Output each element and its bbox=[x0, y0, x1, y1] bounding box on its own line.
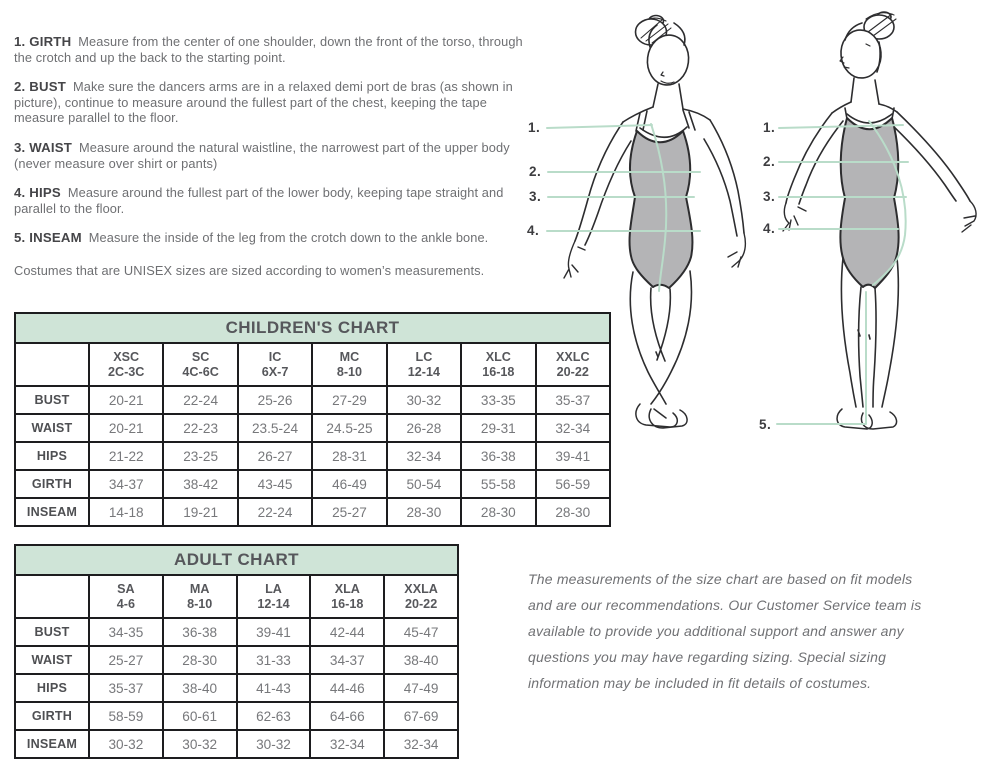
table-cell: 47-49 bbox=[384, 674, 458, 702]
size-column-header: SA 4-6 bbox=[89, 575, 163, 618]
table-cell: 26-27 bbox=[238, 442, 312, 470]
table-cell: 55-58 bbox=[461, 470, 535, 498]
size-column-header: XXLA 20-22 bbox=[384, 575, 458, 618]
table-cell: 28-30 bbox=[163, 646, 237, 674]
corner-cell bbox=[15, 343, 89, 386]
table-cell: 35-37 bbox=[536, 386, 610, 414]
size-column-header: XXLC 20-22 bbox=[536, 343, 610, 386]
instruction-inseam-text: Measure the inside of the leg from the crotch down to the ankle bone. bbox=[88, 230, 489, 246]
table-cell: 24.5-25 bbox=[312, 414, 386, 442]
size-column-header: IC 6X-7 bbox=[238, 343, 312, 386]
table-cell: 39-41 bbox=[237, 618, 311, 646]
table-cell: 14-18 bbox=[89, 498, 163, 526]
table-cell: 30-32 bbox=[89, 730, 163, 758]
table-cell: 22-24 bbox=[163, 386, 237, 414]
table-cell: 38-42 bbox=[163, 470, 237, 498]
front-label-4: 4. bbox=[527, 223, 540, 238]
size-column-header: SC 4C-6C bbox=[163, 343, 237, 386]
table-cell: 34-35 bbox=[89, 618, 163, 646]
unisex-note: Costumes that are UNISEX sizes are sized according to women’s measurements. bbox=[14, 262, 485, 278]
table-cell: 43-45 bbox=[238, 470, 312, 498]
table-cell: 46-49 bbox=[312, 470, 386, 498]
instruction-waist-text: Measure around the natural waistline, the narrowest part of the upper body (never measure over shirt or pants) bbox=[14, 139, 510, 171]
table-cell: 28-30 bbox=[387, 498, 461, 526]
table-cell: 50-54 bbox=[387, 470, 461, 498]
table-cell: 38-40 bbox=[163, 674, 237, 702]
table-cell: 28-30 bbox=[461, 498, 535, 526]
table-row bbox=[15, 470, 610, 498]
table-cell: 60-61 bbox=[163, 702, 237, 730]
table-row bbox=[15, 618, 458, 646]
table-cell: 28-30 bbox=[536, 498, 610, 526]
back-inseam-line bbox=[777, 292, 866, 424]
table-cell: 34-37 bbox=[310, 646, 384, 674]
table-cell: 36-38 bbox=[461, 442, 535, 470]
back-label-1: 1. bbox=[763, 120, 776, 135]
instruction-girth-label: 1. GIRTH bbox=[14, 34, 72, 49]
table-row bbox=[15, 442, 610, 470]
adult-chart bbox=[14, 544, 459, 759]
back-label-3: 3. bbox=[763, 189, 776, 204]
table-cell: 67-69 bbox=[384, 702, 458, 730]
back-label-4: 4. bbox=[763, 221, 776, 236]
row-label: GIRTH bbox=[15, 702, 89, 730]
back-dancer-illustration bbox=[783, 12, 976, 429]
table-row bbox=[15, 498, 610, 526]
corner-cell bbox=[15, 575, 89, 618]
instruction-waist-label: 3. WAIST bbox=[14, 139, 73, 155]
table-cell: 45-47 bbox=[384, 618, 458, 646]
table-cell: 56-59 bbox=[536, 470, 610, 498]
table-cell: 44-46 bbox=[310, 674, 384, 702]
row-label: INSEAM bbox=[15, 730, 89, 758]
size-column-header: LC 12-14 bbox=[387, 343, 461, 386]
table-cell: 58-59 bbox=[89, 702, 163, 730]
table-cell: 38-40 bbox=[384, 646, 458, 674]
table-cell: 30-32 bbox=[163, 730, 237, 758]
back-label-5: 5. bbox=[759, 417, 772, 432]
table-cell: 29-31 bbox=[461, 414, 535, 442]
table-cell: 20-21 bbox=[89, 386, 163, 414]
table-cell: 35-37 bbox=[89, 674, 163, 702]
size-column-header: XLC 16-18 bbox=[461, 343, 535, 386]
table-cell: 25-26 bbox=[238, 386, 312, 414]
table-cell: 39-41 bbox=[536, 442, 610, 470]
back-label-2: 2. bbox=[763, 154, 776, 169]
table-row bbox=[15, 674, 458, 702]
instruction-inseam-label: 5. INSEAM bbox=[14, 230, 82, 246]
table-row bbox=[15, 730, 458, 758]
sizing-footnote: The measurements of the size chart are based on fit models and are our recommendations. Our Customer Service team is available to provide you additional support and answer any questions you may have regarding sizing. Special sizing information may be included in fit details of costumes. bbox=[528, 571, 922, 691]
row-label: BUST bbox=[15, 386, 89, 414]
row-label: GIRTH bbox=[15, 470, 89, 498]
table-cell: 19-21 bbox=[163, 498, 237, 526]
table-cell: 33-35 bbox=[461, 386, 535, 414]
table-row bbox=[15, 414, 610, 442]
size-column-header: LA 12-14 bbox=[237, 575, 311, 618]
instruction-girth-text: Measure from the center of one shoulder, down the front of the torso, through the crotch and up the back to the starting point. bbox=[14, 34, 523, 65]
size-column-header: MC 8-10 bbox=[312, 343, 386, 386]
table-cell: 21-22 bbox=[89, 442, 163, 470]
table-row bbox=[15, 702, 458, 730]
childrens-chart bbox=[14, 312, 611, 527]
front-label-2: 2. bbox=[529, 164, 542, 179]
size-column-header: XLA 16-18 bbox=[310, 575, 384, 618]
instruction-hips-label: 4. HIPS bbox=[14, 185, 61, 201]
front-label-3: 3. bbox=[529, 189, 542, 204]
row-label: INSEAM bbox=[15, 498, 89, 526]
row-label: WAIST bbox=[15, 646, 89, 674]
table-cell: 27-29 bbox=[312, 386, 386, 414]
table-cell: 64-66 bbox=[310, 702, 384, 730]
table-cell: 41-43 bbox=[237, 674, 311, 702]
row-label: BUST bbox=[15, 618, 89, 646]
table-cell: 30-32 bbox=[237, 730, 311, 758]
instruction-bust-label: 2. BUST bbox=[14, 79, 66, 95]
table-cell: 32-34 bbox=[384, 730, 458, 758]
table-cell: 30-32 bbox=[387, 386, 461, 414]
table-cell: 28-31 bbox=[312, 442, 386, 470]
childrens-chart-table bbox=[14, 312, 611, 527]
table-cell: 32-34 bbox=[536, 414, 610, 442]
row-label: HIPS bbox=[15, 674, 89, 702]
table-cell: 32-34 bbox=[310, 730, 384, 758]
chart-title: CHILDREN'S CHART bbox=[15, 313, 610, 343]
row-label: HIPS bbox=[15, 442, 89, 470]
table-cell: 62-63 bbox=[237, 702, 311, 730]
row-label: WAIST bbox=[15, 414, 89, 442]
table-cell: 20-21 bbox=[89, 414, 163, 442]
size-column-header: XSC 2C-3C bbox=[89, 343, 163, 386]
table-cell: 23-25 bbox=[163, 442, 237, 470]
table-row bbox=[15, 646, 458, 674]
front-label-1: 1. bbox=[528, 120, 541, 135]
table-cell: 31-33 bbox=[237, 646, 311, 674]
table-cell: 22-24 bbox=[238, 498, 312, 526]
table-cell: 25-27 bbox=[89, 646, 163, 674]
size-column-header: MA 8-10 bbox=[163, 575, 237, 618]
table-cell: 32-34 bbox=[387, 442, 461, 470]
table-cell: 36-38 bbox=[163, 618, 237, 646]
instruction-bust-text: Make sure the dancers arms are in a relaxed demi port de bras (as shown in picture), continue to measure around the fullest part of the chest, keeping the tape measure parallel to the floor. bbox=[14, 79, 513, 126]
table-cell: 34-37 bbox=[89, 470, 163, 498]
table-cell: 22-23 bbox=[163, 414, 237, 442]
adult-chart-table bbox=[14, 544, 459, 759]
table-cell: 23.5-24 bbox=[238, 414, 312, 442]
table-cell: 25-27 bbox=[312, 498, 386, 526]
instruction-hips-text: Measure around the fullest part of the lower body, keeping tape straight and parallel to the floor. bbox=[14, 185, 504, 216]
chart-title: ADULT CHART bbox=[15, 545, 458, 575]
table-cell: 42-44 bbox=[310, 618, 384, 646]
table-row bbox=[15, 386, 610, 414]
table-cell: 26-28 bbox=[387, 414, 461, 442]
